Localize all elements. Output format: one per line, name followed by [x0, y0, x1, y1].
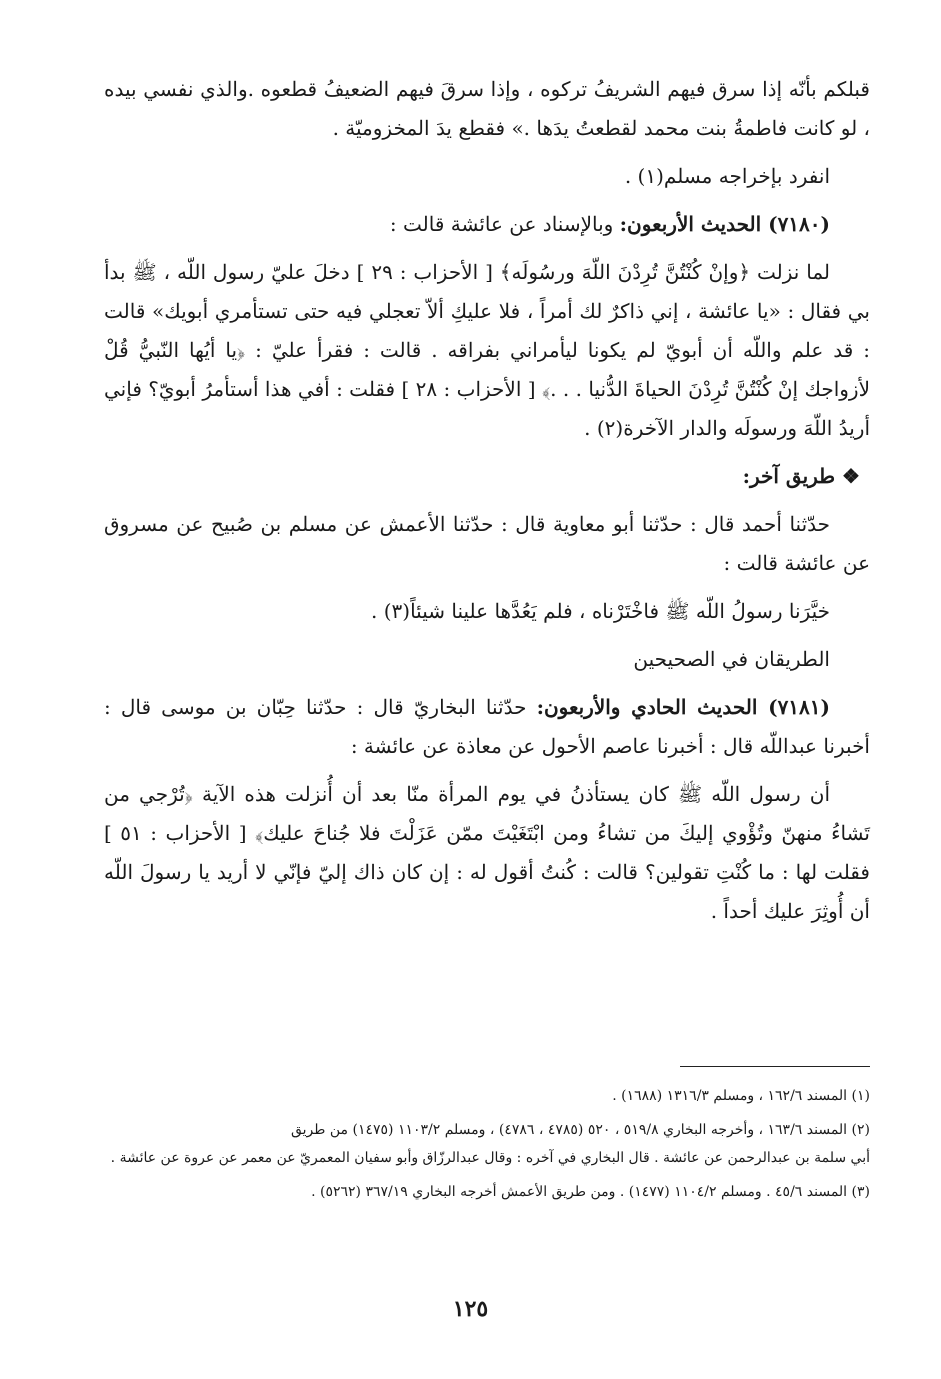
hadith-7181-heading — [104, 688, 870, 766]
page-body — [104, 70, 870, 940]
matn-paragraph: خيَّرَنا رسولُ اللّه ﷺ فاخْتَرْناه ، فلم يَعُدَّها علينا شيئاً(٣) . — [371, 599, 830, 623]
footnote-2 — [104, 1116, 870, 1172]
hadith-7180-label: (٧١٨٠) الحديث الأربعون: — [619, 212, 830, 236]
footnotes — [104, 1082, 870, 1212]
hadith-7181-intro: حدّثنا البخاريّ قال : حدّثنا حِبّان بن موسى قال : أخبرنا عبداللّه قال : أخبرنا عاصم الأحول عن معاذة عن عائشة : — [104, 695, 870, 758]
isnad-paragraph: حدّثنا أحمد قال : حدّثنا أبو معاوية قال : حدّثنا الأعمش عن مسلم بن صُبيح عن مسروق عن عائشة قالت : — [104, 512, 870, 575]
paragraph-continuation: قبلكم بأنّه إذا سرق فيهم الشريفُ تركوه ، وإذا سرقَ فيهم الضعيفُ قطعوه .والذي نفسي بيده ، لو كانت فاطمةُ بنت محمد لقطعتُ يدَها .» فقطع يدَ المخزوميّة . — [104, 77, 870, 140]
page-number: ١٢٥ — [452, 1296, 489, 1322]
hadith-7180-intro: وبالإسناد عن عائشة قالت : — [389, 212, 620, 236]
hadith-7181-label: (٧١٨١) الحديث الحادي والأربعون: — [536, 695, 830, 719]
footnote-2-line2: أبي سلمة بن عبدالرحمن عن عائشة . قال البخاري في آخره : وقال عبدالرزّاق وأبو سفيان المعمريّ عن معمر عن عروة عن عائشة . — [110, 1150, 870, 1166]
paragraph-attribution: انفرد بإخراجه مسلم(١) . — [624, 164, 830, 188]
footnote-2-line1: (٢) المسند ١٦٣/٦ ، وأخرجه البخاري ٥١٩/٨ ، ٥٢٠ (٤٧٨٥ ، ٤٧٨٦) ، ومسلم ١١٠٣/٢ (١٤٧٥) من طريق — [290, 1122, 870, 1138]
hadith-7180-heading — [104, 205, 870, 244]
hadith-7180-text: لما نزلت ﴿وإنْ كُنْتُنَّ تُرِدْنَ اللّهَ ورسُولَه﴾ [ الأحزاب : ٢٩ ] دخلَ عليّ رسول اللّه ، ﷺ بدأ بي فقال : «يا عائشة ، إني ذاكرٌ لك أمراً ، فلا عليكِ ألاّ تعجلي فيه حتى تستأمري أبويك» قالت : قد علم واللّه أن أبويّ لم يكونا ليأمراني بفراقه . قالت : فقرأ عليّ : ﴿يا أيُها النّبيُّ قُلْ لأزواجك إنْ كُنْتُنَّ تُرِدْنَ الحياةَ الدُّنيا . . .﴾ [ الأحزاب : ٢٨ ] فقلت : أفي هذا أستأمرُ أبويّ؟ فإني أريدُ اللّهَ ورسولَه والدار الآخرة(٢) . — [104, 260, 870, 440]
both-routes-note: الطريقان في الصحيحين — [633, 647, 830, 671]
hadith-7181-text: أن رسول اللّه ﷺ كان يستأذنُ في يوم المرأة منّا بعد أن أُنزلت هذه الآية ﴿تُرْجي من تَشاءُ منهنّ وتُؤْوي إليكَ من تشاءُ ومن ابْتَغَيْتَ ممّن عَزَلْتَ فلا جُناحَ عليك﴾ [ الأحزاب : ٥١ ] فقلت لها : ما كُنْتِ تقولين؟ قالت : كُنتُ أقول له : إن كان ذاك إليّ فإنّي لا أريد يا رسولَ اللّه أن أُوثِرَ عليك أحداً . — [104, 782, 870, 923]
subheading-another-route: ❖ طريق آخر: — [742, 464, 860, 488]
footnote-divider — [680, 1066, 870, 1067]
footnote-1: (١) المسند ١٦٢/٦ ، ومسلم ١٣١٦/٣ (١٦٨٨) . — [612, 1088, 870, 1104]
footnote-3: (٣) المسند ٤٥/٦ . ومسلم ١١٠٤/٢ (١٤٧٧) . ومن طريق الأعمش أخرجه البخاري ٣٦٧/١٩ (٥٢٦٢) . — [311, 1184, 870, 1200]
